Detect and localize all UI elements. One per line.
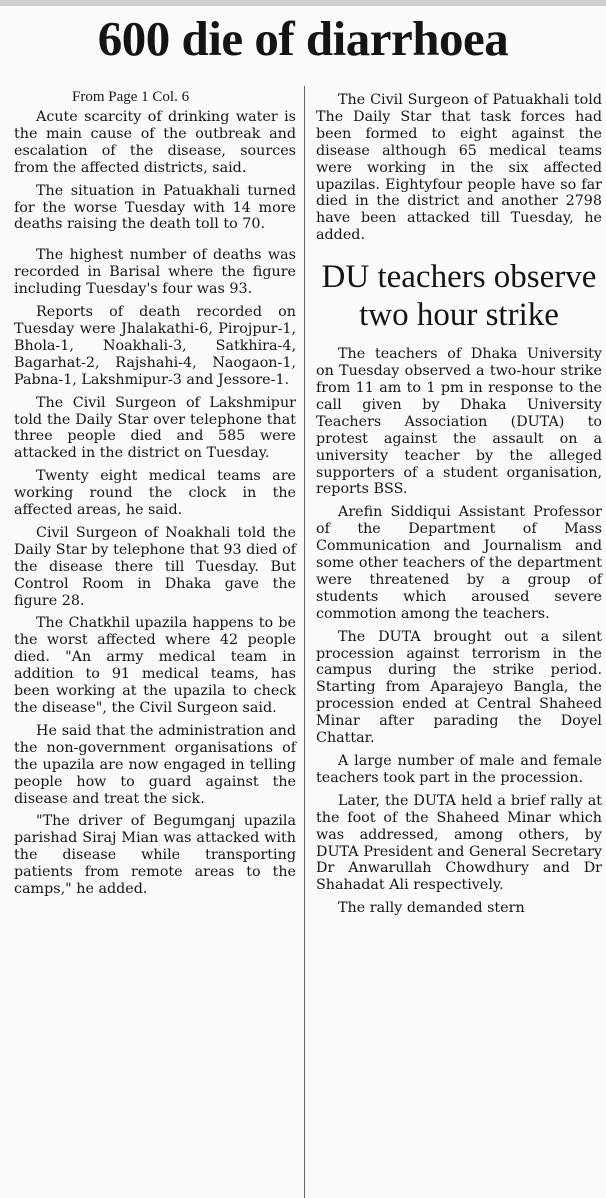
column-divider bbox=[304, 86, 305, 1198]
top-rule bbox=[0, 0, 606, 6]
article-paragraph: The Civil Surgeon of Patuakhali told The Daily Star that task forces had been formed to eight against the disease although 65 medical teams were working in the six affected upazilas. Eightyfour people have so far died in the district and another 2798 have been attacked till Tuesday, he added. bbox=[316, 92, 602, 244]
article-paragraph: The situation in Patuakhali turned for the worse Tuesday with 14 more deaths raising the death toll to 70. bbox=[14, 182, 296, 233]
article-paragraph: Acute scarcity of drinking water is the main cause of the outbreak and escalation of the disease, sources from the affected districts, said. bbox=[14, 109, 296, 176]
article-paragraph: He said that the administration and the non-government organisations of the upazila are now engaged in telling people how to guard against the disease and treat the sick. bbox=[14, 722, 296, 807]
article-paragraph: "The driver of Begumganj upazila parishad Siraj Mian was attacked with the disease while transporting patients from remote areas to the camps," he added. bbox=[14, 813, 296, 898]
article-paragraph: The DUTA brought out a silent procession against terrorism in the campus during the strike period. Starting from Aparajeyo Bangla, the procession ended at Central Shaheed Minar after parading the Doyel Chattar. bbox=[316, 628, 602, 747]
article-paragraph: The rally demanded stern bbox=[338, 900, 525, 917]
left-column bbox=[14, 88, 296, 898]
article-paragraph: The highest number of deaths was recorded in Barisal where the figure including Tuesday's four was 93. bbox=[14, 247, 296, 298]
article-paragraph: Twenty eight medical teams are working round the clock in the affected areas, he said. bbox=[14, 468, 296, 519]
article-paragraph: The Civil Surgeon of Lakshmipur told the Daily Star over telephone that three people died and 585 were attacked in the district on Tuesday. bbox=[14, 394, 296, 462]
article-paragraph: A large number of male and female teachers took part in the procession. bbox=[316, 753, 602, 786]
article-paragraph: Reports of death recorded on Tuesday were Jhalakathi-6, Pirojpur-1, Bhola-1, Noakhali-3, Satkhira-4, Bagarhat-2, Rajshahi-4, Naogaon-1, Pabna-1, Lakshmipur-3 and Jessore-1. bbox=[14, 304, 296, 388]
article-paragraph: The Chatkhil upazila happens to be the worst affected where 42 people died. "An army medical team in addition to 91 medical teams, has been working at the upazila to check the disease", the Civil Surgeon said. bbox=[14, 615, 296, 716]
article-paragraph: The teachers of Dhaka University on Tuesday observed a two-hour strike from 11 am to 1 pm in response to the call given by Dhaka University Teachers Association (DUTA) to protest against the assault on a university teacher by the alleged supporters of a student organisation, reports BSS. bbox=[316, 346, 602, 498]
main-headline: 600 die of diarrhoea bbox=[97, 11, 509, 66]
article-paragraph: Later, the DUTA held a brief rally at the foot of the Shaheed Minar which was addressed, among others, by DUTA President and General Secretary Dr Anwarullah Chowdhury and Dr Shahadat Ali respectively. bbox=[316, 792, 602, 894]
article-paragraph: Arefin Siddiqui Assistant Professor of the Department of Mass Communication and Journalism and some other teachers of the department were threatened by a group of students which aroused severe commotion among the teachers. bbox=[316, 504, 602, 622]
continuation-note: From Page 1 Col. 6 bbox=[72, 89, 190, 105]
article-paragraph: Civil Surgeon of Noakhali told the Daily Star by telephone that 93 died of the disease there till Tuesday. But Control Room in Dhaka gave the figure 28. bbox=[14, 524, 296, 609]
right-column bbox=[316, 88, 602, 917]
sub-headline: DU teachers observe two hour strike bbox=[321, 259, 597, 334]
